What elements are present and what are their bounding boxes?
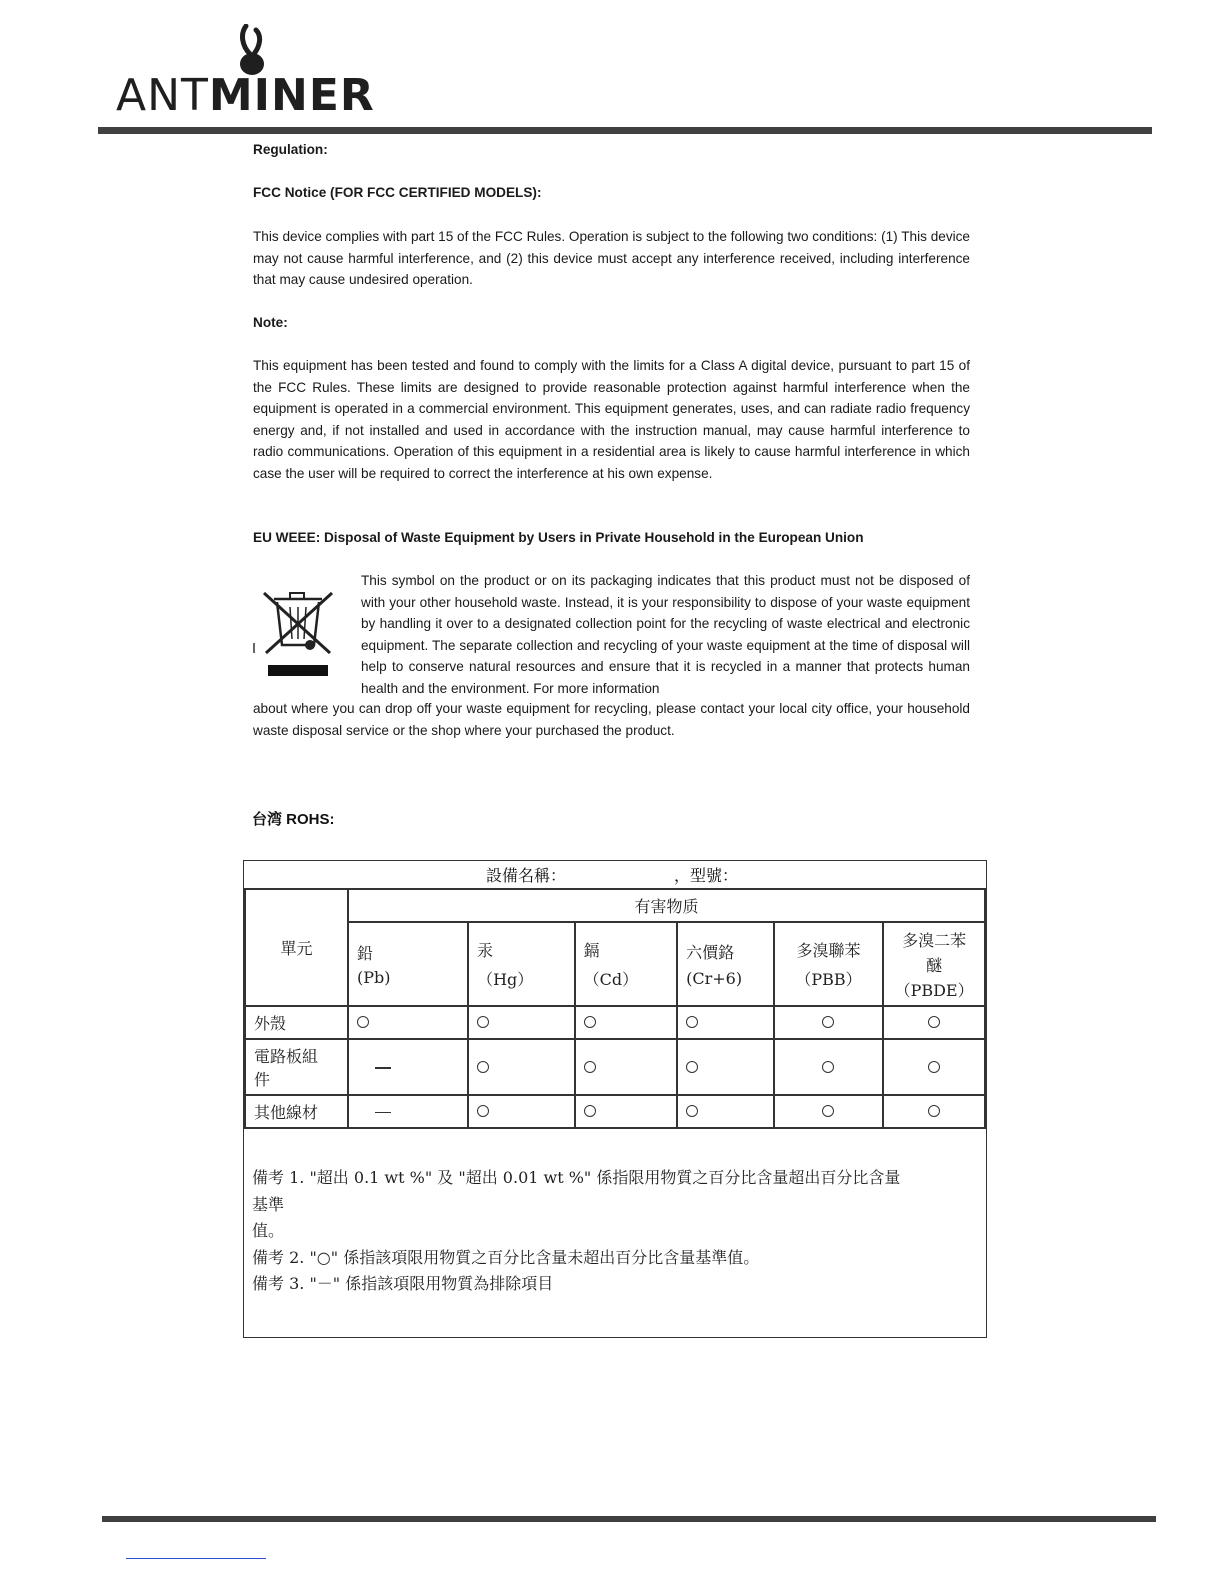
substance-cd: [575, 922, 678, 1006]
note-1-cont: 基準: [252, 1194, 285, 1214]
unit-circuit-board-line2: 件: [254, 1070, 271, 1089]
circle-mark: [686, 1061, 698, 1073]
note-1: 備考 1. "超出 0.1 wt %" 及 "超出 0.01 wt %" 係指限用物質之百分比含量超出百分比含量: [252, 1168, 901, 1187]
circle-mark: [584, 1061, 596, 1073]
weee-heading: EU WEEE: Disposal of Waste Equipment by Users in Private Household in the European Union: [253, 530, 864, 545]
circle-mark: [928, 1016, 940, 1028]
substance-pbde-name-cont: 醚: [926, 955, 943, 975]
substance-hg-symbol: （Hg）: [477, 970, 534, 989]
circle-mark: [584, 1105, 596, 1117]
model-label: ，型號：: [674, 866, 739, 885]
antminer-logo: [108, 18, 378, 128]
unit-circuit-board: [245, 1039, 348, 1095]
unit-header: 單元: [245, 889, 348, 1006]
mark-cell: [468, 1095, 575, 1128]
substance-cr6-symbol: (Cr+6): [686, 969, 743, 988]
fcc-body: This device complies with part 15 of the FCC Rules. Operation is subject to the following two conditions: (1) This device may not cause harmful interference, and (2) this device must accept any interference received, including interference that may cause undesired operation.: [253, 229, 970, 287]
equipment-name-label: 設備名稱：: [486, 866, 567, 885]
mark-cell: [774, 1095, 883, 1128]
unit-circuit-board-line1: 電路板組: [254, 1047, 319, 1066]
mark-cell: [774, 1006, 883, 1039]
substance-cr6-name: 六價鉻: [686, 943, 735, 962]
circle-mark: [584, 1016, 596, 1028]
substance-pb: [348, 922, 468, 1006]
mark-cell: [677, 1039, 774, 1095]
dash-mark: [375, 1067, 391, 1069]
dash-mark: [375, 1112, 391, 1114]
mark-cell: [468, 1039, 575, 1095]
circle-mark: [477, 1016, 489, 1028]
substance-pbde: [883, 922, 985, 1006]
mark-cell: [348, 1006, 468, 1039]
circle-mark: [686, 1105, 698, 1117]
note-3: 備考 3. "－" 係指該項限用物質為排除項目: [252, 1274, 554, 1293]
substance-cd-name: 鎘: [583, 941, 600, 960]
substance-hg-name: 汞: [477, 941, 494, 960]
circle-mark: [477, 1061, 489, 1073]
mark-cell: [883, 1006, 985, 1039]
ant-mascot-icon: [232, 24, 272, 76]
circle-mark: [822, 1016, 834, 1028]
footer-rule: [102, 1516, 1156, 1522]
mark-cell: [348, 1039, 468, 1095]
note-1-end: 值。: [252, 1221, 285, 1240]
header-rule: [98, 127, 1152, 134]
mark-cell: [883, 1095, 985, 1128]
mark-cell: [774, 1039, 883, 1095]
circle-mark: [686, 1016, 698, 1028]
substance-hg: [468, 922, 575, 1006]
rohs-table: [244, 888, 986, 1129]
rohs-title-row: [244, 861, 986, 890]
regulation-heading: Regulation:: [253, 142, 328, 157]
circle-mark: [928, 1061, 940, 1073]
substance-pbb-symbol: （PBB）: [795, 970, 862, 989]
mark-cell: [677, 1095, 774, 1128]
mark-cell: [575, 1006, 678, 1039]
mark-cell: [575, 1095, 678, 1128]
mark-cell: [883, 1039, 985, 1095]
substance-pb-symbol: (Pb): [357, 968, 391, 987]
footer-link-underline: [126, 1558, 266, 1559]
circle-mark: [822, 1105, 834, 1117]
substance-cd-symbol: （Cd）: [583, 970, 639, 989]
rohs-notes: [252, 1165, 972, 1298]
logo-part-miner: MINER: [208, 70, 375, 121]
rohs-table-frame: [243, 860, 987, 1338]
fcc-heading: FCC Notice (FOR FCC CERTIFIED MODELS):: [253, 185, 542, 200]
hazard-header: 有害物质: [348, 889, 985, 922]
mark-cell: [575, 1039, 678, 1095]
substance-cr6: [677, 922, 774, 1006]
substance-pb-name: 鉛: [357, 944, 374, 963]
weee-crossed-bin-icon: [250, 585, 346, 685]
mark-cell: [468, 1006, 575, 1039]
note-2: 備考 2. "○" 係指該項限用物質之百分比含量未超出百分比含量基準值。: [252, 1247, 760, 1267]
mark-cell: [348, 1095, 468, 1128]
circle-mark: [928, 1105, 940, 1117]
taiwan-rohs-heading: 台湾 ROHS:: [252, 811, 335, 828]
substance-pbde-name: 多溴二苯: [902, 930, 967, 950]
circle-mark: [357, 1016, 369, 1028]
circle-mark: [477, 1105, 489, 1117]
logo-part-ant: ANT: [116, 70, 209, 121]
unit-housing: 外殼: [245, 1006, 348, 1039]
circle-mark: [822, 1061, 834, 1073]
weee-body: This symbol on the product or on its packaging indicates that this product must not be disposed of with your other household waste. Instead, it is your responsibility to dispose of your waste equipment by handling it over to a designated collection point for the recycling of waste electrical and electronic equipment. The separate collection and recycling of your waste equipment at the time of disposal will help to conserve natural resources and ensure that it is recycled in a manner that protects human health and the environment. For more information: [361, 573, 970, 696]
note-heading: Note:: [253, 315, 288, 330]
substance-pbde-symbol: （PBDE）: [894, 980, 974, 1000]
mark-cell: [677, 1006, 774, 1039]
unit-other-wires: 其他線材: [245, 1095, 348, 1128]
substance-pbb: [774, 922, 883, 1006]
weee-body-continued: about where you can drop off your waste equipment for recycling, please contact your local city office, your household waste disposal service or the shop where your purchased the product.: [253, 701, 970, 738]
substance-pbb-name: 多溴聯苯: [796, 941, 861, 960]
note-body: This equipment has been tested and found to comply with the limits for a Class A digital device, pursuant to part 15 of the FCC Rules. These limits are designed to provide reasonable protection against harmful interference when the equipment is operated in a commercial environment. This equipment generates, uses, and can radiate radio frequency energy and, if not installed and used in accordance with the instruction manual, may cause harmful interference to radio communications. Operation of this equipment in a residential area is likely to cause harmful interference in which case the user will be required to correct the interference at his own expense.: [253, 358, 970, 481]
logo-wordmark: [116, 70, 375, 121]
